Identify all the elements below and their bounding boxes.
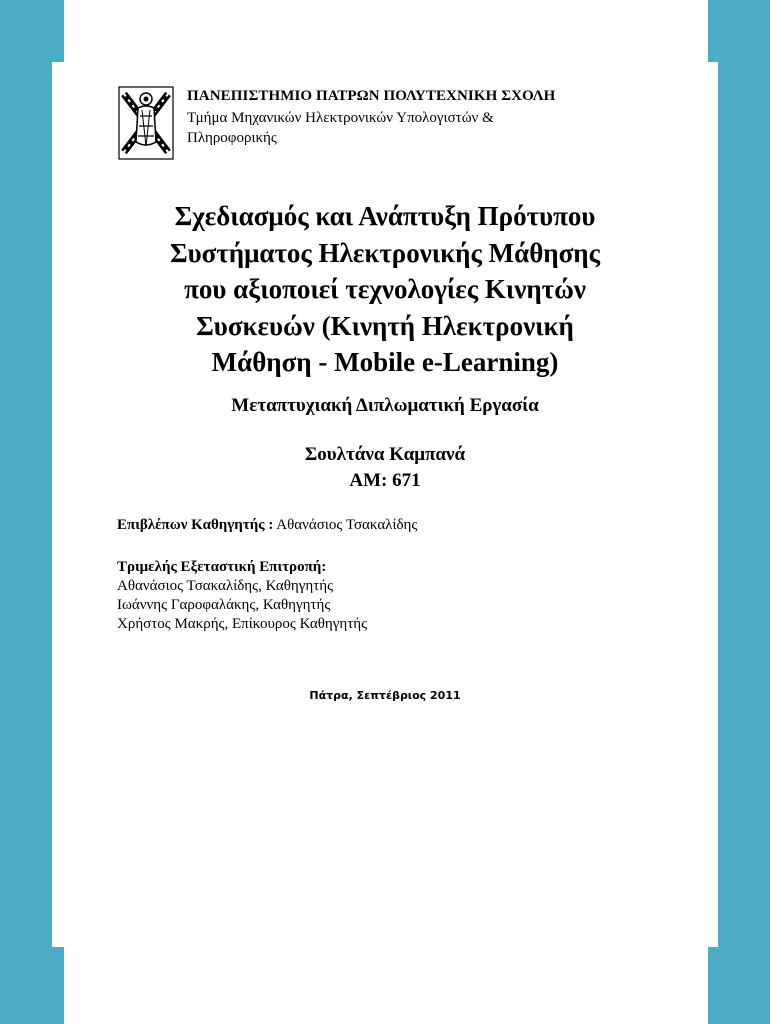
right-border-band	[718, 0, 770, 1024]
committee-member: Αθανάσιος Τσακαλίδης, Καθηγητής	[117, 578, 334, 594]
title-line: που αξιοποιεί τεχνολογίες Κινητών	[184, 274, 586, 304]
university-name: ΠΑΝΕΠΙΣΤΗΜΙΟ ΠΑΤΡΩΝ ΠΟΛΥΤΕΧΝΙΚΗ ΣΧΟΛΗ	[187, 88, 556, 104]
thesis-title	[100, 198, 670, 381]
thesis-type: Μεταπτυχιακή Διπλωματική Εργασία	[231, 395, 539, 416]
committee-block	[117, 558, 367, 634]
supervisor-line	[117, 517, 417, 534]
title-line: Συστήματος Ηλεκτρονικής Μάθησης	[169, 237, 601, 268]
student-id: ΑΜ: 671	[349, 470, 421, 491]
department-line: Τμήμα Μηχανικών Ηλεκτρονικών Υπολογιστών &	[187, 110, 494, 126]
supervisor-name: Αθανάσιος Τσακαλίδης	[276, 517, 418, 533]
author-name: Σουλτάνα Καμπανά	[304, 444, 466, 465]
committee-label: Τριμελής Εξεταστική Επιτροπή:	[117, 559, 327, 575]
place-and-date: Πάτρα, Σεπτέβριος 2011	[309, 689, 461, 702]
department-name	[187, 108, 607, 148]
department-line: Πληροφορικής	[187, 130, 277, 146]
supervisor-label: Επιβλέπων Καθηγητής :	[117, 517, 274, 533]
title-line: Σχεδιασμός και Ανάπτυξη Πρότυπου	[174, 201, 596, 231]
committee-member: Χρήστος Μακρής, Επίκουρος Καθηγητής	[117, 616, 368, 632]
title-line: Συσκευών (Κινητή Ηλεκτρονική	[196, 310, 574, 341]
left-border-band	[0, 0, 52, 1024]
title-line: Μάθηση - Mobile e-Learning)	[211, 347, 559, 377]
committee-member: Ιωάννης Γαροφαλάκης, Καθηγητής	[117, 597, 331, 613]
author-block	[100, 442, 670, 494]
university-seal-saint-andrew-icon	[118, 86, 174, 160]
